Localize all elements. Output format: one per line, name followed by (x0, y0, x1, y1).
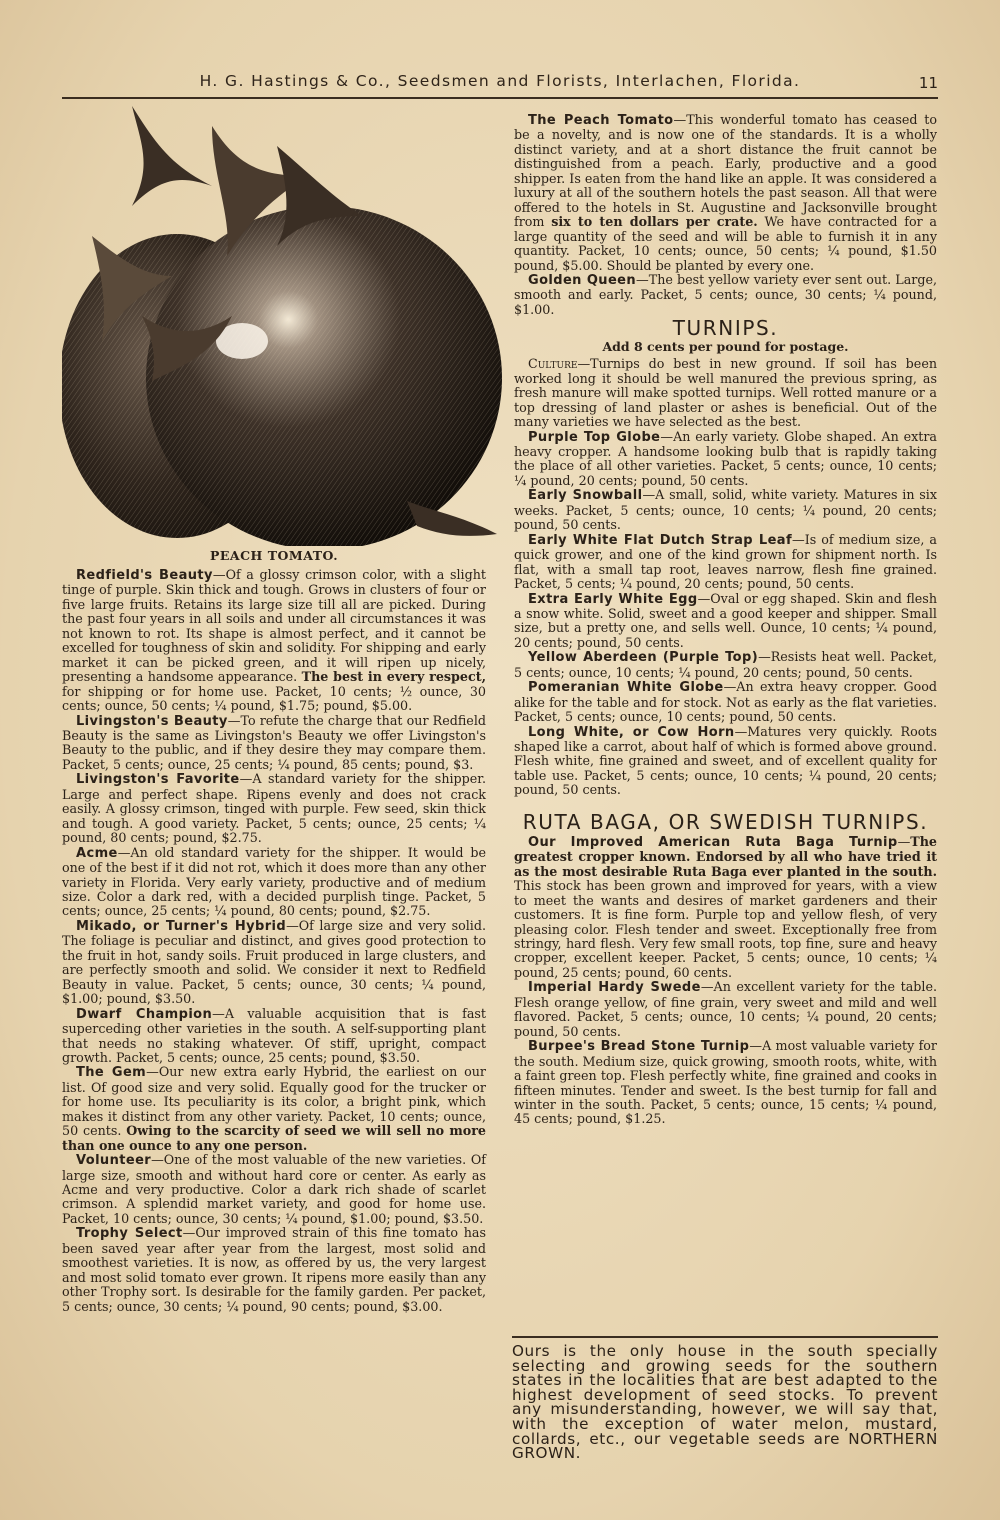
variety-text: —Our improved strain of this fine tomato has been saved year after year from the largest, most solid and smoothest varieties. It is now, as offered by us, the very largest and most solid tomato ever grown. It ripens more easily than any other Trophy sort. Is desirable for the family garden. Per packet, 5 cents; ounce, 30 cents; ¼ pound, 90 cents; pound, $3.00. (62, 1225, 486, 1314)
variety-text: —Of large size and very solid. The foliage is peculiar and distinct, and gives good protection to the fruit in hot, sandy soils. Fruit produced in large clusters, and are perfectly smooth and solid. We consider it next to Redfield Beauty in value. Packet, 5 cents; ounce, 30 cents; ¼ pound, $1.00; pound, $3.50. (62, 917, 486, 1007)
figure-caption: PEACH TOMATO. (209, 548, 339, 563)
culture-paragraph (514, 357, 937, 429)
variety-entry (62, 846, 486, 919)
variety-entry (514, 1039, 937, 1127)
variety-name: The Gem (76, 1065, 147, 1081)
variety-entry (514, 488, 937, 532)
culture-text: —Turnips do best in new ground. If soil has been worked long it should be well manured the previous spring, as fresh manure will make spotted turnips. Well rotted manure or a top dressing of land plaster or ashes is beneficial. Out of the many varieties we have selected as the best. (514, 356, 937, 430)
variety-text: —A most valuable variety for the south. Medium size, quick growing, smooth roots, white, with a faint green top. Flesh perfectly white, fine grained and cooks in fifteen minutes. Tender and sweet. Is the best turnip for fall and winter in the south. Packet, 5 cents; ounce, 15 cents; ¼ pound, 45 cents; pound, $1.25. (514, 1038, 937, 1127)
variety-text: —An old standard variety for the shipper. It would be one of the best if it did not rot, which it does more than any other variety in Florida. Very early variety, productive and of medium size. Color a dark red, with a decided purplish tinge. Packet, 5 cents; ounce, 25 cents; ¼ pound, 80 cents; pound, $2.75. (62, 844, 486, 919)
variety-text-cont: for shipping or for home use. Packet, 10 cents; ½ ounce, 30 cents; ounce, 50 cents; ¼ pound, $1.75; pound, $5.00. (62, 683, 486, 714)
variety-text: —An early variety. Globe shaped. An extra heavy cropper. A handsome looking bulb that is rapidly taking the place of all other varieties. Packet, 5 cents; ounce, 10 cents; ¼ pound, 20 cents; pound, 50 cents. (514, 428, 937, 488)
right-column (514, 113, 937, 1127)
variety-emphasis: The greatest cropper known. Endorsed by all who have tried it as the most desirable Ruta Baga ever planted in the south. (514, 833, 937, 879)
variety-emphasis: six to ten dollars per crate. (551, 214, 758, 230)
culture-label: Culture (528, 356, 578, 372)
variety-entry (514, 680, 937, 724)
variety-name: Yellow Aberdeen (Purple Top) (528, 650, 759, 666)
variety-text: —Matures very quickly. Roots shaped like a carrot, about half of which is formed above ground. Flesh white, fine grained and sweet, and of excellent quality for table use. Packet, 5 cents; ounce, 10 cents; ¼ pound, 20 cents; pound, 50 cents. (514, 723, 937, 798)
variety-text: —The best yellow variety ever sent out. Large, smooth and early. Packet, 5 cents; ounce, 30 cents; ¼ pound, $1.00. (514, 271, 937, 317)
variety-text-cont: We have contracted for a large quantity of the seed and will be able to furnish it in any quantity. Packet, 10 cents; ounce, 50 cents; ¼ pound, $1.50 pound, $5.00. Should be planted by every one. (514, 214, 937, 273)
variety-text: —Resists heat well. Packet, 5 cents; ounce, 10 cents; ¼ pound, 20 cents; pound, 50 cents. (514, 649, 937, 680)
variety-text: —Oval or egg shaped. Skin and flesh a snow white. Solid, sweet and a good keeper and shipper. Small size, but a pretty one, and sells well. Ounce, 10 cents; ¼ pound, 20 cents; pound, 50 cents. (514, 590, 937, 650)
northern-grown-notice: Ours is the only house in the south specially selecting and growing seeds for the southern states in the localities that are best adapted to the highest development of seed stocks. To prevent any misunderstanding, however, we will say that, with the exception of water melon, mustard, collards, etc., our vegetable seeds are NORTHERN GROWN. (512, 1336, 938, 1461)
turnips-heading: TURNIPS. (672, 316, 779, 341)
variety-entry (514, 533, 937, 592)
variety-entry (62, 568, 486, 714)
variety-text: — (897, 833, 911, 849)
variety-text: —A valuable acquisition that is fast superceding other varieties in the south. A self-supporting plant that needs no staking whatever. Of stiff, upright, compact growth. Packet, 5 cents; ounce, 25 cents; pound, $3.50. (62, 1005, 487, 1065)
rutabaga-heading: RUTA BAGA, OR SWEDISH TURNIPS. (522, 809, 929, 834)
variety-text: —One of the most valuable of the new varieties. Of large size, smooth and without hard core or center. As early as Acme and very productive. Color a dark rich shade of scarlet crimson. A splendid market variety, and good for home use. Packet, 10 cents; ounce, 30 cents; ¼ pound, $1.00; pound, $3.50. (62, 1152, 486, 1226)
variety-name: The Peach Tomato (528, 113, 674, 128)
variety-name: Extra Early White Egg (528, 591, 698, 607)
variety-entry (514, 592, 937, 651)
variety-text-cont: This stock has been grown and improved for years, with a view to meet the wants and desires of market gardeners and their customers. It is fine form. Purple top and yellow flesh, of very pleasing color. Flesh tender and sweet. Exceptionally free from stringy, hard flesh. Very few small roots, top fine, sure and heavy cropper, excellent keeper. Packet, 5 cents; ounce, 10 cents; ¼ pound, 25 cents; pound, 60 cents. (514, 878, 937, 980)
peach-tomato-illustration (62, 106, 502, 546)
variety-name: Acme (76, 845, 118, 861)
variety-name: Early Snowball (528, 488, 643, 504)
variety-text: —This wonderful tomato has ceased to be a novelty, and is now one of the standards. It is a wholly distinct variety, and at a short distance the fruit cannot be distinguished from a peach. Early, productive and a good shipper. Is eaten from the hand like an apple. It was considered a luxury at all of the southern hotels the past season. All that were offered to the hotels in St. Augustine and Jacksonville brought from (514, 112, 937, 230)
header-rule (62, 97, 938, 99)
variety-name: Volunteer (76, 1153, 152, 1169)
variety-entry (514, 650, 937, 680)
variety-name: Purple Top Globe (528, 429, 661, 445)
variety-text: —An excellent variety for the table. Flesh orange yellow, of fine grain, very sweet and mild and well flavored. Packet, 5 cents; ounce, 10 cents; ¼ pound, 20 cents; pound, 50 cents. (514, 979, 937, 1039)
variety-entry (62, 1007, 486, 1066)
variety-text: —Of a glossy crimson color, with a slight tinge of purple. Skin thick and tough. Grows in clusters of four or five large fruits. Retains its large size till all are picked. During the past four years in all soils and under all circumstances it was not known to rot. Its shape is almost perfect, and it cannot be excelled for toughness of skin and solidity. For shipping and early market it can be picked green, and it will ripen up nicely, presenting a handsome appearance. (62, 567, 486, 685)
variety-text: —A small, solid, white variety. Matures in six weeks. Packet, 5 cents; ounce, 10 cents; ¼ pound, 20 cents; pound, 50 cents. (514, 487, 938, 533)
variety-entry (514, 725, 937, 798)
variety-entry (62, 1226, 486, 1314)
variety-text: —Is of medium size, a quick grower, and one of the kind grown for shipment north. Is flat, with a small tap root, leaves narrow, flesh fine grained. Packet, 5 cents; ¼ pound, 20 cents; pound, 50 cents. (514, 531, 937, 592)
tomato-engraving (62, 106, 502, 546)
variety-name: Redfield's Beauty (76, 568, 213, 583)
variety-name: Mikado, or Turner's Hybrid (76, 918, 287, 934)
variety-name: Trophy Select (76, 1226, 183, 1242)
variety-name: Early White Flat Dutch Strap Leaf (528, 532, 793, 548)
variety-text: —A standard variety for the shipper. Large and perfect shape. Ripens evenly and does not crack easily. A glossy crimson, tinged with purple. Few seed, skin thick and tough. A good variety. Packet, 5 cents; ounce, 25 cents; ¼ pound, 80 cents; pound, $2.75. (62, 771, 486, 846)
variety-name: Livingston's Beauty (76, 713, 228, 729)
variety-entry (514, 430, 937, 489)
variety-entry (62, 1153, 486, 1226)
variety-entry (62, 919, 486, 1007)
variety-entry (514, 980, 937, 1039)
variety-name: Pomeranian White Globe (528, 680, 724, 696)
variety-entry (514, 835, 937, 981)
variety-name: Burpee's Bread Stone Turnip (528, 1039, 750, 1055)
variety-name: Imperial Hardy Swede (528, 980, 701, 996)
variety-entry (62, 1065, 486, 1153)
variety-name: Livingston's Favorite (76, 772, 240, 788)
variety-name: Long White, or Cow Horn (528, 724, 735, 740)
variety-entry (62, 772, 486, 845)
variety-text: —Our new extra early Hybrid, the earliest on our list. Of good size and very solid. Equally good for the trucker or for home use. Its peculiarity is its color, a bright pink, which makes it distinct from any other variety. Packet, 10 cents; ounce, 50 cents. (62, 1064, 486, 1139)
variety-entry (62, 714, 486, 773)
variety-name: Dwarf Champion (76, 1006, 213, 1022)
postage-note: Add 8 cents per pound for postage. (602, 338, 849, 354)
variety-name: Golden Queen (528, 272, 637, 288)
left-column (62, 568, 486, 1314)
variety-text: —An extra heavy cropper. Good alike for the table and for stock. Not as early as the flat varieties. Packet, 5 cents; ounce, 10 cents; pound, 50 cents. (514, 679, 938, 725)
variety-emphasis: The best in every respect, (301, 669, 486, 685)
variety-entry (514, 273, 937, 317)
page-number: 11 (918, 74, 938, 92)
page-header: H. G. Hastings & Co., Seedsmen and Florists, Interlachen, Florida. (199, 72, 801, 90)
variety-entry (514, 113, 937, 273)
variety-name: Our Improved American Ruta Baga Turnip (528, 834, 898, 850)
variety-emphasis: Owing to the scarcity of seed we will sell no more than one ounce to any one person. (62, 1123, 487, 1153)
variety-text: —To refute the charge that our Redfield Beauty is the same as Livingston's Beauty we offer Livingston's Beauty to the public, and if they desire they may compare them. Packet, 5 cents; ounce, 25 cents; ¼ pound, 85 cents; pound, $3. (62, 712, 486, 772)
